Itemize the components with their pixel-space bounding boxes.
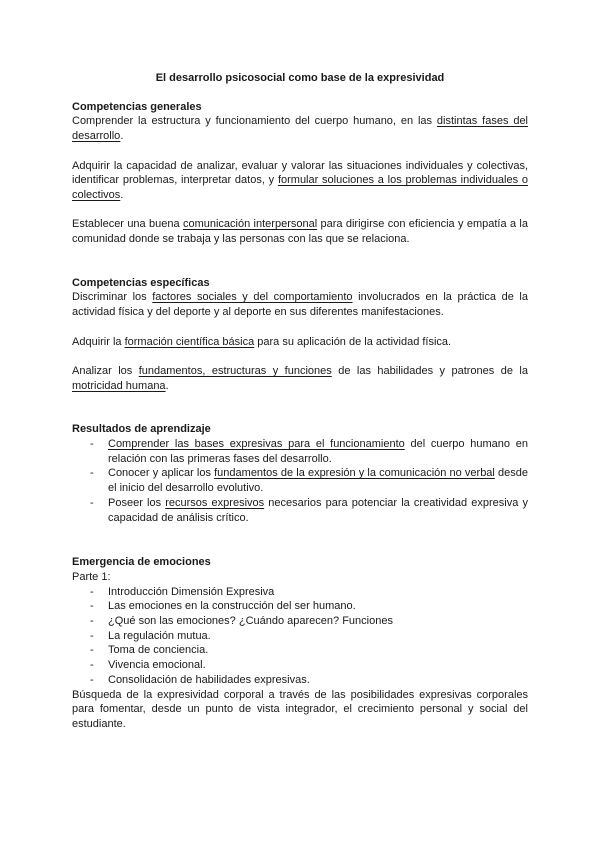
text: Establecer una buena bbox=[72, 218, 183, 231]
section-resultados-aprendizaje bbox=[72, 422, 528, 525]
list-item bbox=[72, 466, 528, 495]
list-item: - Vivencia emocional. bbox=[72, 658, 528, 673]
underlined-text: Comprender las bases expresivas para el funcionamiento bbox=[108, 438, 405, 450]
list-item: - Toma de conciencia. bbox=[72, 643, 528, 658]
text: del cuerpo humano en relación con las primeras fases del desarrollo. bbox=[108, 438, 528, 465]
list-item: - ¿Qué son las emociones? ¿Cuándo aparecen? Funciones bbox=[72, 614, 528, 629]
underlined-text: formular soluciones a los problemas individuales o colectivos bbox=[72, 174, 528, 201]
text: Conocer y aplicar los bbox=[108, 467, 215, 480]
underlined-text: distintas fases del desarrollo bbox=[72, 115, 529, 143]
text: necesarios para potenciar la creatividad expresiva y capacidad de análisis crítico. bbox=[108, 496, 528, 524]
text: Discriminar los bbox=[72, 291, 153, 304]
section-heading: Resultados de aprendizaje bbox=[72, 423, 211, 436]
section-emergencia-emociones bbox=[72, 555, 528, 731]
paragraph bbox=[72, 364, 528, 393]
paragraph bbox=[72, 335, 528, 350]
section-heading: Emergencia de emociones bbox=[72, 556, 211, 569]
paragraph bbox=[72, 114, 528, 143]
spacer bbox=[72, 247, 528, 276]
topics-list bbox=[72, 585, 528, 688]
spacer bbox=[72, 525, 528, 555]
text: Adquirir la capacidad de analizar, evaluar y valorar las situaciones individuales y colectivas, identificar problemas, interpretar datos, y bbox=[72, 159, 528, 187]
list-item bbox=[72, 496, 528, 525]
text: involucrados en la práctica de la actividad física y del deporte y al deporte en sus diferentes manifestaciones. bbox=[72, 291, 528, 319]
text: para su aplicación de la actividad física. bbox=[254, 335, 452, 348]
paragraph bbox=[72, 159, 528, 203]
underlined-text: fundamentos de la expresión y la comunicación no verbal bbox=[214, 467, 495, 480]
text: Adquirir la bbox=[72, 335, 125, 348]
underlined-text: factores sociales y del comportamiento bbox=[152, 291, 353, 304]
section-heading: Competencias generales bbox=[72, 100, 202, 113]
list-item: - Consolidación de habilidades expresivas. bbox=[72, 673, 528, 688]
section-heading: Competencias específicas bbox=[72, 276, 210, 289]
part-label: Parte 1: bbox=[72, 570, 111, 583]
text: de las habilidades y patrones de la bbox=[331, 364, 528, 377]
text: Poseer los bbox=[108, 496, 166, 509]
text: . bbox=[120, 130, 124, 143]
text: Comprender la estructura y funcionamiento del cuerpo humano, en las bbox=[72, 115, 437, 128]
text: desde el inicio del desarrollo evolutivo. bbox=[108, 467, 528, 495]
text: . bbox=[120, 188, 124, 201]
spacer bbox=[72, 393, 528, 422]
paragraph bbox=[72, 290, 528, 319]
list-item: - La regulación mutua. bbox=[72, 629, 528, 644]
text: para dirigirse con eficiencia y empatía a la comunidad donde se trabaja y las personas con las que se relaciona. bbox=[72, 218, 528, 245]
section-competencias-generales bbox=[72, 100, 528, 247]
underlined-text: motricidad humana bbox=[72, 379, 166, 392]
list-item: - Las emociones en la construcción del ser humano. bbox=[72, 599, 528, 614]
underlined-text: recursos expresivos bbox=[165, 496, 265, 509]
results-list bbox=[72, 437, 528, 525]
underlined-text: comunicación interpersonal bbox=[182, 218, 318, 231]
document-title: El desarrollo psicosocial como base de la expresividad bbox=[155, 72, 445, 84]
list-item: - Introducción Dimensión Expresiva bbox=[72, 585, 528, 600]
underlined-text: formación científica básica bbox=[124, 335, 255, 348]
section-competencias-especificas bbox=[72, 276, 528, 394]
closing-paragraph: Búsqueda de la expresividad corporal a través de las posibilidades expresivas corporales para fomentar, desde un punto de vista integrador, el crecimiento personal y social del estudiante. bbox=[72, 688, 528, 730]
text: Analizar los bbox=[72, 364, 139, 377]
list-item bbox=[72, 437, 528, 466]
underlined-text: fundamentos, estructuras y funciones bbox=[138, 364, 332, 377]
paragraph bbox=[72, 217, 528, 246]
text: . bbox=[165, 379, 169, 392]
